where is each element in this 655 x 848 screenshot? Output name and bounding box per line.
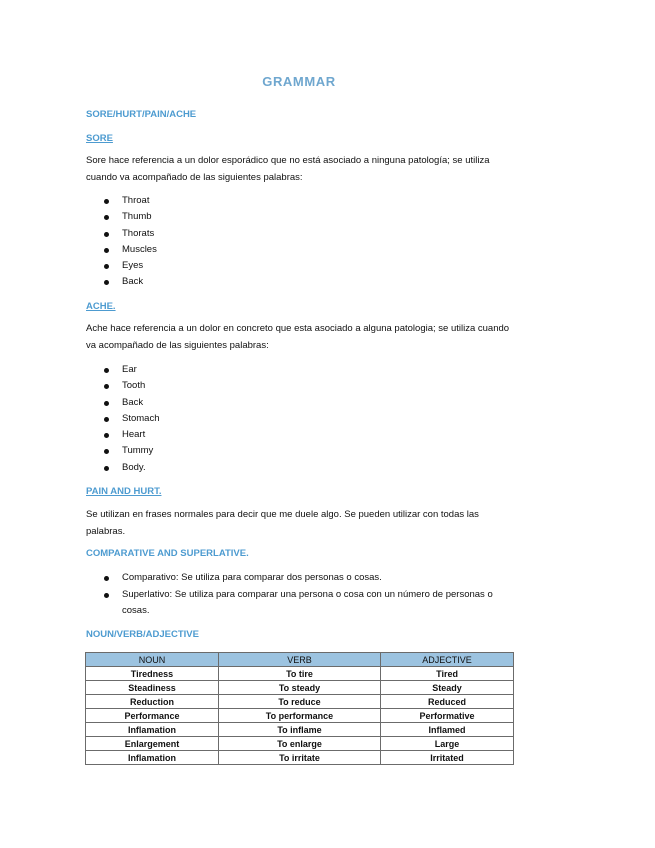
section-heading-pain-hurt: PAIN AND HURT. xyxy=(86,486,162,497)
table-row xyxy=(86,667,514,681)
comparative-list xyxy=(86,570,518,620)
table-row xyxy=(86,723,514,737)
bullet-icon xyxy=(104,368,109,373)
list-item: Comparativo: Se utiliza para comparar dos personas o cosas. xyxy=(86,570,518,587)
bullet-icon xyxy=(104,248,109,253)
table-cell: Reduced xyxy=(381,695,514,709)
table-cell: Enlargement xyxy=(86,737,219,751)
table-cell: Performative xyxy=(381,709,514,723)
ache-list xyxy=(86,362,160,476)
bullet-icon xyxy=(104,401,109,406)
list-item: Eyes xyxy=(86,258,157,274)
bullet-icon xyxy=(104,466,109,471)
bullet-icon xyxy=(104,264,109,269)
table-cell: To inflame xyxy=(218,723,380,737)
section-heading-ache: ACHE. xyxy=(86,301,116,312)
list-item: Superlativo: Se utiliza para comparar una persona o cosa con un número de personas o cosas. xyxy=(86,587,518,620)
table-cell: To performance xyxy=(218,709,380,723)
bullet-icon xyxy=(104,199,109,204)
table-cell: Steady xyxy=(381,681,514,695)
column-header-adjective: ADJECTIVE xyxy=(381,653,514,667)
bullet-icon xyxy=(104,417,109,422)
bullet-icon xyxy=(104,384,109,389)
table-cell: Inflamed xyxy=(381,723,514,737)
bullet-icon xyxy=(104,576,109,581)
column-header-verb: VERB xyxy=(218,653,380,667)
list-item: Body. xyxy=(86,460,160,476)
table-cell: To steady xyxy=(218,681,380,695)
table-header-row xyxy=(86,653,514,667)
table-row xyxy=(86,737,514,751)
list-item: Back xyxy=(86,274,157,290)
table-cell: Steadiness xyxy=(86,681,219,695)
table-row xyxy=(86,751,514,765)
table-cell: Tired xyxy=(381,667,514,681)
section-heading-comparative: COMPARATIVE AND SUPERLATIVE. xyxy=(86,548,249,559)
section-heading-main: SORE/HURT/PAIN/ACHE xyxy=(86,109,197,120)
table-cell: Inflamation xyxy=(86,723,219,737)
table-cell: To enlarge xyxy=(218,737,380,751)
table-cell: Inflamation xyxy=(86,751,219,765)
sore-paragraph: Sore hace referencia a un dolor esporádico que no está asociado a ninguna patología; se utiliza cuando va acompañado de las siguientes palabras: xyxy=(86,155,490,183)
table-cell: Large xyxy=(381,737,514,751)
pain-hurt-paragraph: Se utilizan en frases normales para decir que me duele algo. Se pueden utilizar con todas las palabras. xyxy=(86,509,479,537)
table-row xyxy=(86,695,514,709)
list-item: Thorats xyxy=(86,226,157,242)
bullet-icon xyxy=(104,215,109,220)
table-row xyxy=(86,709,514,723)
list-item: Throat xyxy=(86,193,157,209)
list-item: Back xyxy=(86,395,160,411)
list-item: Thumb xyxy=(86,209,157,225)
list-item: Heart xyxy=(86,427,160,443)
page-title: GRAMMAR xyxy=(262,74,336,89)
table-cell: Tiredness xyxy=(86,667,219,681)
table-cell: To irritate xyxy=(218,751,380,765)
table-cell: To reduce xyxy=(218,695,380,709)
ache-paragraph: Ache hace referencia a un dolor en concreto que esta asociado a alguna patologia; se utiliza cuando va acompañado de las siguientes palabras: xyxy=(86,323,510,351)
column-header-noun: NOUN xyxy=(86,653,219,667)
bullet-icon xyxy=(104,593,109,598)
list-item: Muscles xyxy=(86,242,157,258)
list-item: Tummy xyxy=(86,443,160,459)
noun-verb-adjective-table xyxy=(85,652,514,765)
table-cell: Irritated xyxy=(381,751,514,765)
list-item: Stomach xyxy=(86,411,160,427)
table-cell: Reduction xyxy=(86,695,219,709)
bullet-icon xyxy=(104,232,109,237)
table-row xyxy=(86,681,514,695)
section-heading-sore: SORE xyxy=(86,133,113,144)
bullet-icon xyxy=(104,449,109,454)
list-item: Ear xyxy=(86,362,160,378)
list-item: Tooth xyxy=(86,378,160,394)
bullet-icon xyxy=(104,433,109,438)
table-cell: To tire xyxy=(218,667,380,681)
bullet-icon xyxy=(104,280,109,285)
section-heading-nva: NOUN/VERB/ADJECTIVE xyxy=(86,629,199,640)
table-cell: Performance xyxy=(86,709,219,723)
sore-list xyxy=(86,193,157,291)
